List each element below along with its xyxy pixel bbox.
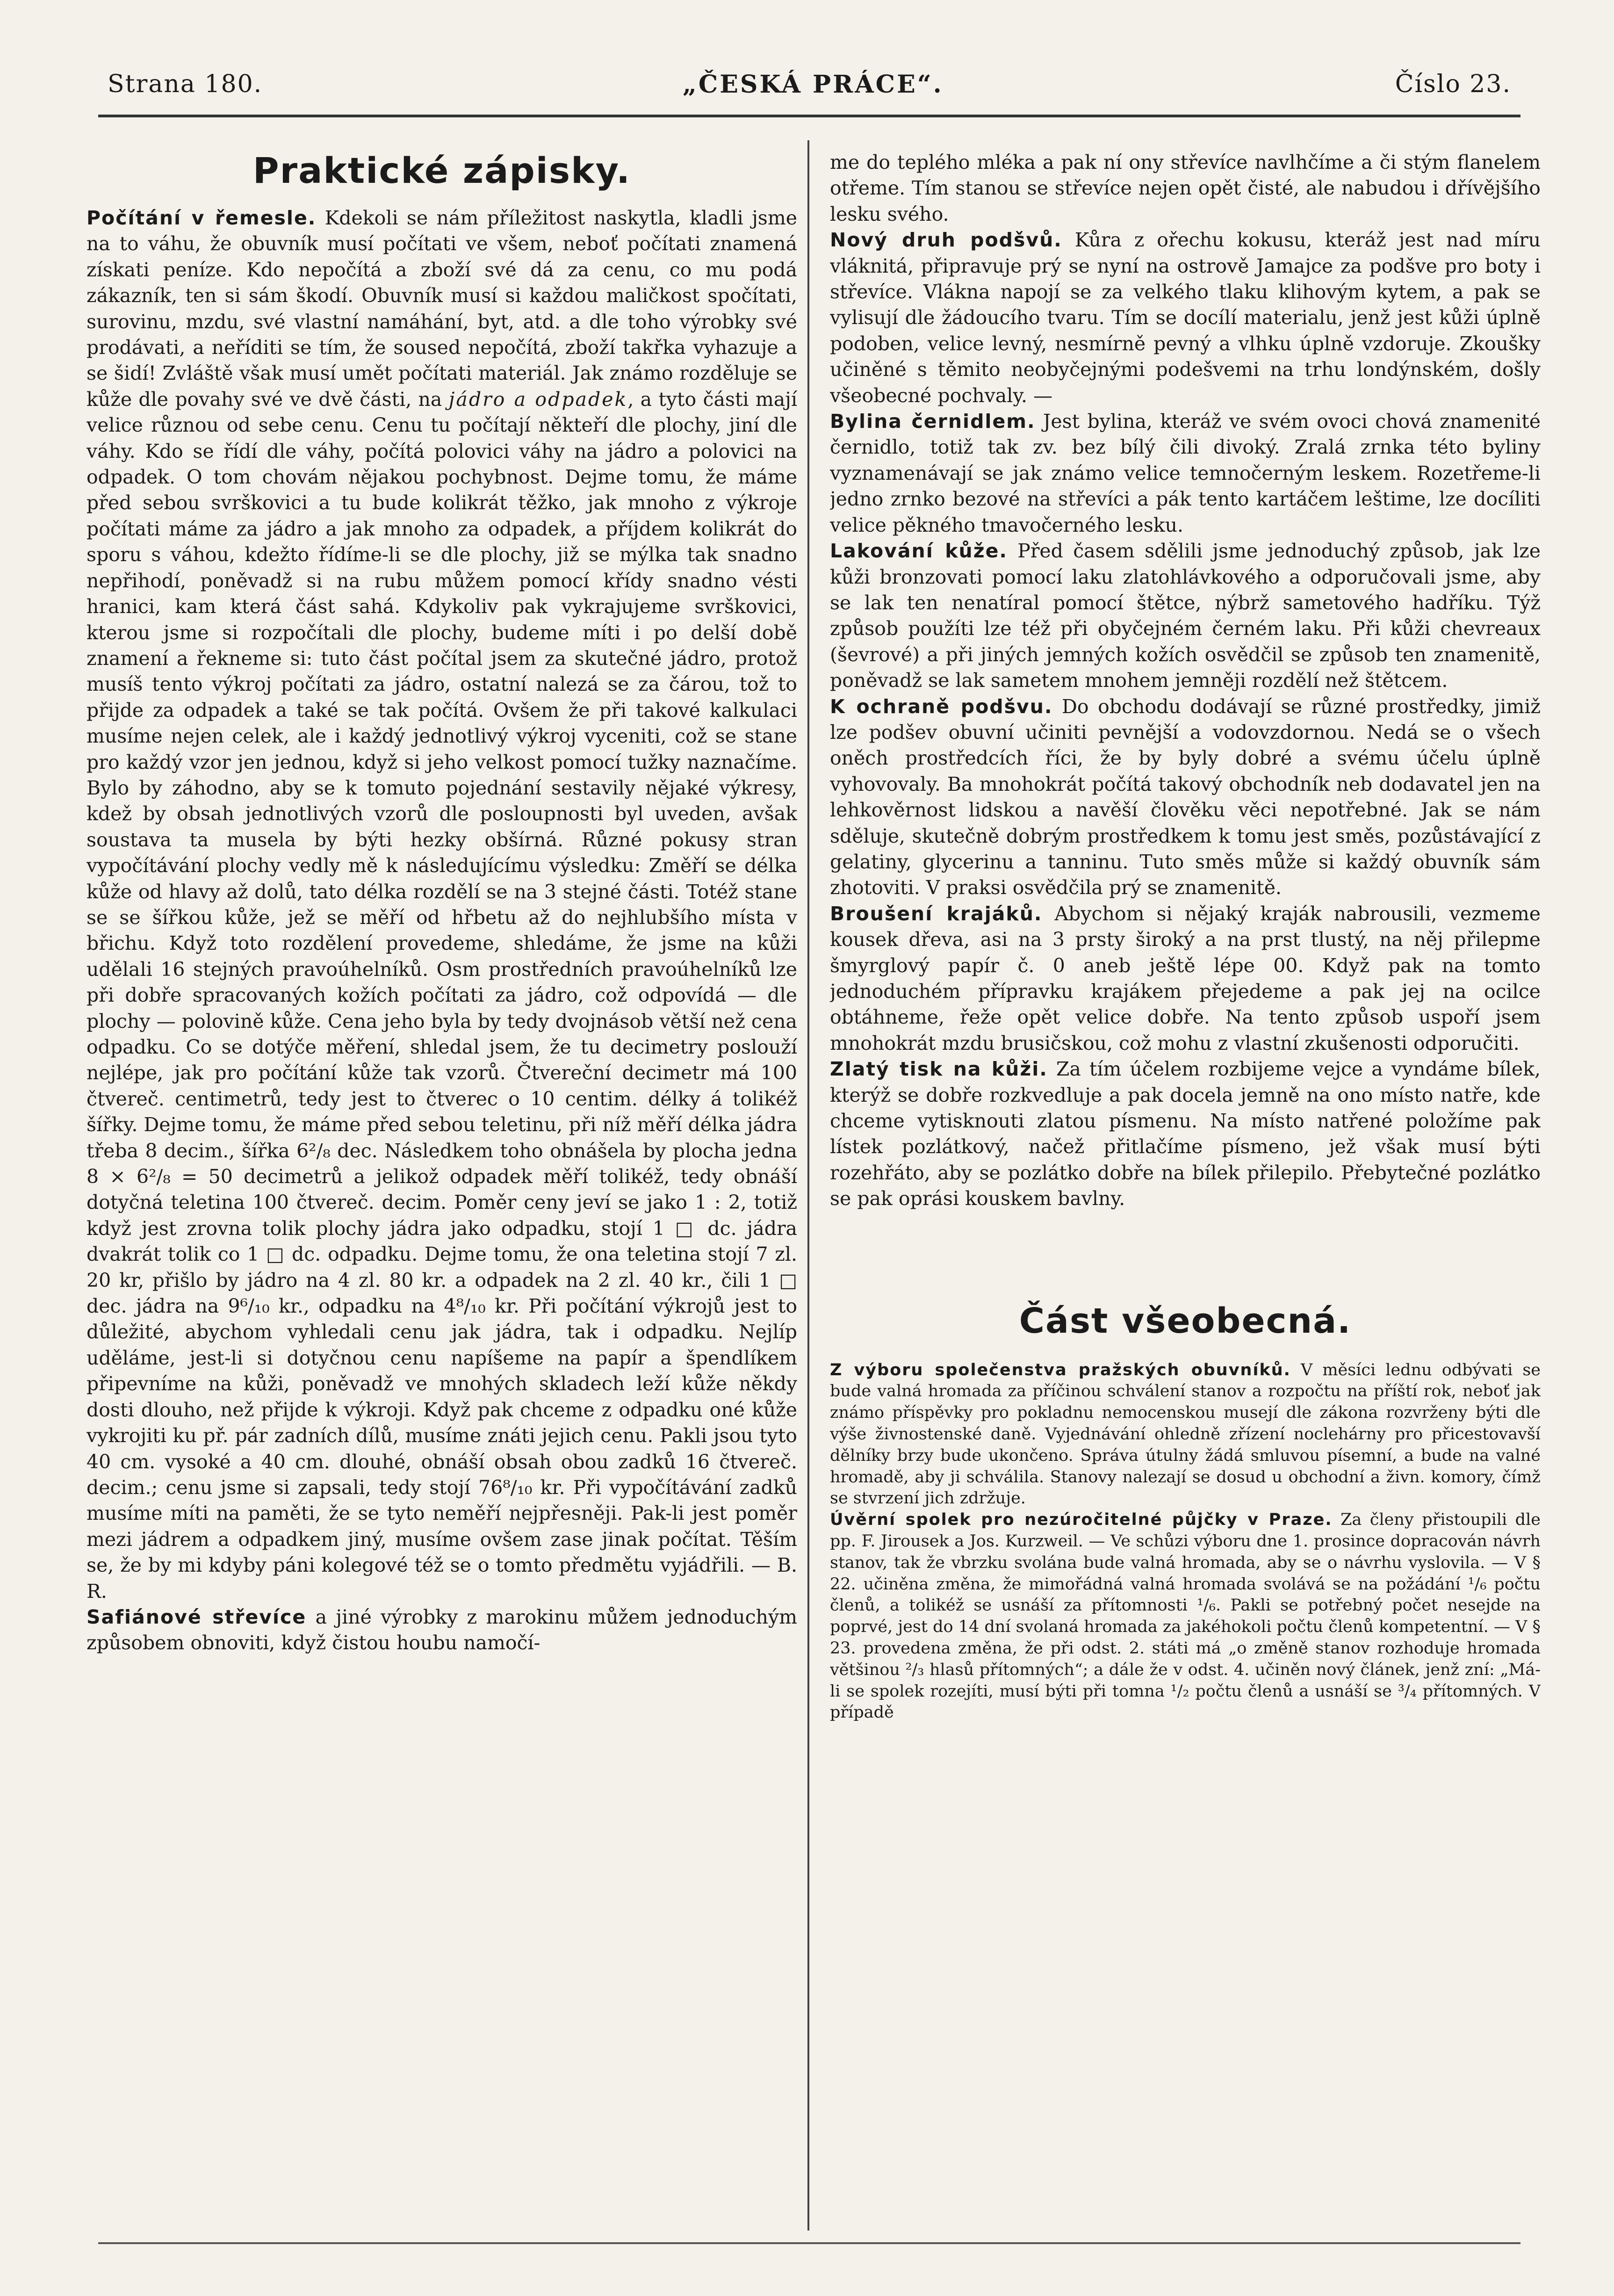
header-rule <box>98 115 1520 117</box>
article-zlaty-tisk <box>830 1056 1541 1212</box>
column-divider <box>807 140 809 2231</box>
page-number: Strana 180. <box>108 70 263 98</box>
article-bylina <box>830 409 1541 538</box>
article-text: V měsíci lednu odbývati se bude valná hromada za příčinou schválení stanov a rozpočtu na příští rok, neboť jak známo příspěvky pro pokladnu nemocenskou musejí dle zákona rozvrženy býti dle výše živnostenské daně. Vyjednávání ohledně zřízení noclehárny pro přicestovavší dělníky brzy bude ukončeno. Správa útulny žádá smluvou písemní, a bude na valné hromadě, aby ji schválila. Stanovy nalezají se dosud u obchodní a živn. komory, čímž se stvrzení jich zdržuje. <box>830 1360 1541 1508</box>
section-title-prakticke: Praktické zápisky. <box>252 150 631 191</box>
article-continuation: me do teplého mléka a pak ní ony střevíce navlhčíme a či stým flanelem otřeme. Tím stanou se střevíce nejen opět čisté, ale nabudou i dřívějšího lesku svého. <box>830 151 1541 225</box>
section-title-vseobecna: Část všeobecná. <box>1019 1300 1352 1341</box>
article-heading: Bylina černidlem. <box>830 410 1036 433</box>
article-text: Za členy přistoupili dle pp. F. Jirousek a Jos. Kurzweil. — Ve schůzi výboru dne 1. prosince dopracován návrh stanov, tak že vbrzku svolána bude valná hromada, aby se o návrhu vyslovila. — V § 22. učiněna změna, že mimořádná valná hromada svolává se na požádání ¹/₆ počtu členů, a tolikéž se usnáší za přítomnosti ¹/₆. Pakli se potřebný počet nesejde na poprvé, jest do 14 dní svolaná hromada za jakéhokoli počtu členů kompetentní. — V § 23. provedena změna, že při odst. 2. státi má „o změně stanov rozhoduje hromada většinou ²/₃ hlasů přítomných“; a dále že v odst. 4. učiněn nový článek, jenž zní: „Má-li se spolek rozejíti, musí býti při tomna ¹/₂ počtu členů a usnáší se ³/₄ přítomných. V případě <box>830 1510 1541 1722</box>
article-vybor <box>830 1360 1541 1510</box>
article-safianove <box>86 1604 797 1656</box>
article-pocitani <box>86 205 797 1604</box>
article-text: Za tím účelem rozbijeme vejce a vyndáme bílek, kterýž se dobře rozkvedluje a pak docela jemně na ono místo natře, kde chceme vytisknouti zlatou písmenu. Na místo natřené položíme pak lístek pozlátkový, načež přitlačíme písmeno, jež však musí býti rozehřáto, aby se pozlátko dobře na bílek přilepilo. Přebytečné pozlátko se pak oprási kouskem bavlny. <box>830 1058 1541 1210</box>
left-column <box>86 150 797 2231</box>
article-heading: Z výboru společenstva pražských obuvníků. <box>830 1360 1291 1379</box>
article-heading: Nový druh podšvů. <box>830 229 1062 252</box>
journal-title: „ČESKÁ PRÁCE“. <box>683 70 944 99</box>
article-text: Kůra z ořechu kokusu, kteráž jest nad míru vláknitá, připravuje prý se nyní na ostrově Jamajce za podšve pro boty i střevíce. Vlákna napojí se za velkého tlaku klihovým kytem, a pak se vylisují dle žádoucího tvaru. Tím se docílí materialu, jenž jest kůži úplně podoben, velice levný, nesmírně pevný a vlhku úplně vzdoruje. Zkoušky učiněné s těmito neobyčejnými podešvemi na trhu londýnském, došly všeobecné pochvaly. — <box>830 229 1541 407</box>
article-heading: Počítání v řemesle. <box>86 207 317 229</box>
article-text: a jiné výrobky z marokinu můžem jednoduchým způsobem obnoviti, když čistou houbu namočí- <box>86 1605 797 1654</box>
article-heading: Broušení krajáků. <box>830 902 1043 925</box>
article-text: Kdekoli se nám příležitost naskytla, kladli jsme na to váhu, že obuvník musí počítati ve všem, neboť počítati znamená získati peníze. Kdo nepočítá a zboží své dá za cenu, co mu podá zákazník, ten si sám škodí. Obuvník musí si každou maličkost spočítati, surovinu, mzdu, své vlastní namáhání, byt, atd. a dle toho výrobky své prodávati, a neříditi se tím, že soused nepočítá, zboží takřka vyhazuje a se šidí! Zvláště však musí umět počítati materiál. Jak známo rozděluje se kůže dle povahy své ve dvě části, na <box>86 207 797 411</box>
article-uverni-spolek <box>830 1509 1541 1724</box>
article-ochrana <box>830 694 1541 901</box>
issue-number: Číslo 23. <box>1395 70 1511 98</box>
footer-rule <box>98 2242 1520 2244</box>
article-text: Jest bylina, kteráž ve svém ovoci chová znamenité černidlo, totiž tak zv. bez bílý čili divoký. Zralá zrnka této byliny vyznamenávají se jak známo velice temnočerným leskem. Rozetřeme-li jedno zrnko bezové na střevíci a pák tento kartáčem leštime, lze docíliti velice pěkného tmavočerného lesku. <box>830 410 1541 536</box>
article-heading: K ochraně podšvu. <box>830 695 1053 718</box>
article-heading: Safiánové střevíce <box>86 1605 307 1628</box>
article-text: , a tyto části mají velice různou od sebe cenu. Cenu tu počítají někteří dle plochy, jiní dle váhy. Kdo se řídí dle váhy, počítá polovici váhy na jádro a polovici na odpadek. O tom chovám nějakou pochybnost. Dejme tomu, že máme před sebou svrškovici a tu bude kolikrát těžko, jak mnoho z výkroje počítati máme za jádro a jak mnoho za odpadek, a příjdem kolikrát do sporu s váhou, kdežto řídíme-li se dle plochy, již se mýlka tak snadno nepřihodí, poněvadž si na rubu můžem pomocí křídy snadno vésti hranici, kam která část sahá. Kdykoliv pak vykrajujeme svrškovici, kterou jsme si rozpočítali dle plochy, budeme míti i po delší době znamení a řekneme si: tuto část počítal jsem za skutečné jádro, protož musíš tento výkroj počítati za jádro, ostatní nalezá se za čárou, tož to přijde za odpadek a také se tak počítá. Ovšem že při takové kalkulaci musíme nejen celek, ale i každý jednotlivý výkroj vyceniti, což se stane pro každý vzor jen jednou, když si jeho velkost pomocí tužky naznačíme. Bylo by záhodno, aby se k tomuto pojednání sestavily nějaké výkresy, kdež by obsah jednotlivých vzorů dle posloupnosti byl uveden, avšak soustava ta musela by býti hezky obšírná. Různé pokusy stran vypočítávání plochy vedly mě k následujícímu výsledku: Změří se délka kůže od hlavy až dolů, tato délka rozdělí se na 3 stejné části. Totéž stane se se šířkou kůže, jež se měří od hřbetu až do nejhlubšího místa v břichu. Když toto rozdělení provedeme, shledáme, že jsme na kůži udělali 16 stejných pravoúhelníků. Osm prostředních pravoúhelníků lze při dobře spracovaných kožích počítati za jádro, což odpovídá — dle plochy — polovině kůže. Cena jeho byla by tedy dvojnásob větší než cena odpadku. Co se dotýče měření, shledal jsem, že tu decimetry poslouží nejlépe, jak pro počítání kůže tak vzorů. Čtvereční decimetr má 100 čtvereč. centimetrů, tedy jest to čtverec o 10 centim. délky á tolikéž šířky. Dejme tomu, že máme před sebou teletinu, při níž měří délka jádra třeba 8 decim., šířka 6²/₈ dec. Následkem toho obnášela by plocha jedna 8 × 6²/₈ = 50 decimetrů a jelikož odpadek měří tolikéž, tedy obnáší dotyčná teletina 100 čtvereč. decim. Poměr ceny jeví se jako 1 : 2, totiž když jest zrovna tolik plochy jádra jako odpadku, stojí 1 □ dc. jádra dvakrát tolik co 1 □ dc. odpadku. Dejme tomu, že ona teletina stojí 7 zl. 20 kr, přišlo by jádro na 4 zl. 80 kr. a odpadek na 2 zl. 40 kr., čili 1 □ dec. jádra na 9⁶/₁₀ kr., odpadku na 4⁸/₁₀ kr. Při počítání výkrojů jest to důležité, abychom vyhledali cenu jak jádra, tak i odpadku. Nejlíp uděláme, jest-li si dotyčnou cenu napíšeme na papír a špendlíkem připevníme na kůži, poněvadž ve mnohých skladech leží kůže někdy dosti dlouho, než přijde k výkroji. Když pak chceme z odpadku oné kůže vykrojiti ku př. pár zadních dílů, musíme znáti jejich cenu. Pakli jsou tyto 40 cm. vysoké a 40 cm. dlouhé, obnáší obsah obou zadků 16 čtvereč. decim.; cenu jsme si zapsali, tedy stojí 76⁸/₁₀ kr. Při vypočítávání zadků musíme míti na paměti, že se tyto neměří nejpřesněji. Pak-li jest poměr mezi jádrem a odpadkem jiný, musíme ovšem zase jinak počítat. Těším se, že by mi kdyby páni kolegové též se o tomto předmětu vyjádřili. — B. R. <box>86 388 797 1603</box>
section-spacer <box>830 1212 1541 1301</box>
article-novy-druh <box>830 227 1541 409</box>
article-heading: Zlatý tisk na kůži. <box>830 1058 1048 1081</box>
right-column <box>830 150 1541 2231</box>
article-emphasis: jádro a odpadek <box>448 388 628 411</box>
article-text: Před časem sdělili jsme jednoduchý způsob, jak lze kůži bronzovati pomocí laku zlatohlávkového a odporučovali jsme, aby se lak ten nenatíral pomocí štětce, nýbrž sametového hadříku. Týž způsob použíti lze též při obyčejném černém laku. Při kůži chevreaux (ševrové) a při jiných jemných kožích osvědčil se způsob ten znamenitě, poněvadž se lak sametem mnohem jemněji rozdělí než štětcem. <box>830 540 1541 692</box>
article-lakovani <box>830 538 1541 693</box>
article-text: Abychom si nějaký kraják nabrousili, vezmeme kousek dřeva, asi na 3 prsty široký a na prst tlustý, na něj přilepme šmyrglový papír č. 0 aneb ještě lépe 00. Když pak na tomto jednoduchém přípravku krajákem přejedeme a pak jej na ocilce obtáhneme, řeže opět velice dobře. Na tento způsob uspoří jsem mnohokrát mzdu brusičskou, což mohu z vlastní zkušenosti odporučiti. <box>830 902 1541 1054</box>
article-heading: Lakování kůže. <box>830 540 1008 563</box>
article-brouseni <box>830 901 1541 1056</box>
article-heading: Úvěrní spolek pro nezúročitelné půjčky v Praze. <box>830 1510 1333 1530</box>
article-text: Do obchodu dodávají se různé prostředky, jimiž lze podšev obuvní učiniti pevnější a vodovzdornou. Nedá se o všech oněch prostředcích říci, že by byly dobré a svému účelu úplně vyhovovaly. Ba mnohokrát počítá takový obchodník neb dodavatel jen na lehkověrnost lidskou a navěší člověku věci nepotřebné. Jak se nám sděluje, skutečně dobrým prostředkem k tomu jest směs, pozůstávající z gelatiny, glycerinu a tanninu. Tuto směs může si každý obuvník sám zhotoviti. V praksi osvědčila prý se znamenitě. <box>830 695 1541 899</box>
